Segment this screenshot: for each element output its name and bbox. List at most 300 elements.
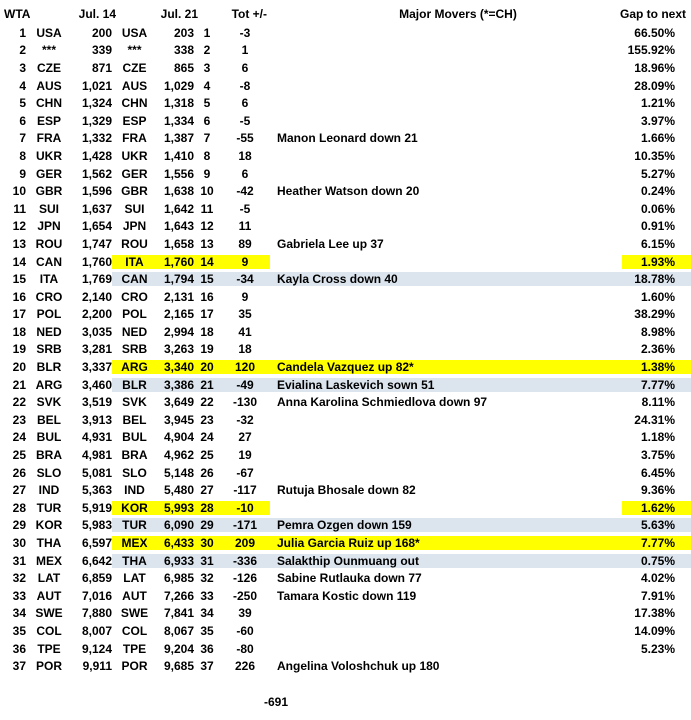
rank-jul14: 19 <box>12 342 26 357</box>
rank-jul21: 16 <box>200 289 214 304</box>
country-jul21: THA <box>112 554 157 568</box>
gap-to-next: 18.78% <box>622 272 691 286</box>
country-jul21: AUT <box>122 588 147 603</box>
country-jul14: LAT <box>37 571 61 586</box>
country-jul21: MEX <box>112 536 157 550</box>
country-jul14: ROU <box>35 236 63 251</box>
rank-jul14: 4 <box>19 78 26 93</box>
gap-to-next: 3.97% <box>640 113 675 128</box>
table-row <box>0 605 691 623</box>
tot-change: -336 <box>220 554 270 568</box>
rank-jul21: 22 <box>200 395 214 410</box>
col-header-tot-change: Tot +/- <box>231 7 267 21</box>
points-jul21: 5,993 <box>157 501 194 515</box>
rank-jul14: 10 <box>12 184 26 199</box>
points-jul21: 1,643 <box>163 219 194 234</box>
rank-jul14: 35 <box>12 623 26 638</box>
gap-to-next: 5.27% <box>640 166 675 181</box>
points-jul14: 3,913 <box>81 412 112 427</box>
rank-jul14: 29 <box>12 518 26 533</box>
col-header-wta: WTA <box>4 7 31 21</box>
points-jul21: 8,067 <box>163 623 194 638</box>
points-jul14: 1,747 <box>81 236 112 251</box>
rank-jul14: 13 <box>12 236 26 251</box>
points-jul21: 338 <box>173 43 194 58</box>
country-jul21: SWE <box>120 606 149 621</box>
rank-jul21: 15 <box>194 272 220 286</box>
country-jul21: SRB <box>121 342 148 357</box>
country-jul21: ROU <box>121 236 148 251</box>
gap-to-next: 7.77% <box>622 536 691 550</box>
rank-jul21: 32 <box>200 571 214 586</box>
gap-to-next: 3.75% <box>640 448 675 463</box>
major-mover: Heather Watson down 20 <box>277 184 420 199</box>
points-jul14: 6,642 <box>81 553 112 568</box>
rank-jul14: 37 <box>12 659 26 674</box>
country-jul21: POL <box>122 307 147 322</box>
gap-to-next: 1.66% <box>640 131 675 146</box>
rank-jul21: 24 <box>200 430 214 445</box>
major-mover: Sabine Rutlauka down 77 <box>277 571 422 586</box>
points-jul21: 203 <box>173 25 194 40</box>
rank-jul14: 30 <box>12 536 26 551</box>
table-row <box>0 657 691 675</box>
rank-jul14: 9 <box>19 166 26 181</box>
major-mover: Anna Karolina Schmiedlova down 97 <box>277 395 488 410</box>
rank-jul21: 19 <box>200 342 214 357</box>
rank-jul21: 37 <box>200 659 214 674</box>
points-jul14: 1,324 <box>81 96 112 111</box>
table-row <box>0 306 691 324</box>
tot-change: 6 <box>241 96 249 111</box>
tot-change: -34 <box>220 272 270 286</box>
col-header-jul14: Jul. 14 <box>78 7 116 21</box>
rank-jul14: 31 <box>12 553 26 568</box>
points-jul21: 6,933 <box>157 554 194 568</box>
major-mover: Pemra Ozgen down 159 <box>270 518 622 532</box>
tot-change: 9 <box>220 255 270 269</box>
country-jul21: JPN <box>122 219 147 234</box>
rank-jul14: 33 <box>12 588 26 603</box>
points-jul21: 1,410 <box>163 148 194 163</box>
country-jul21: BLR <box>112 378 157 392</box>
country-jul14: BEL <box>37 412 61 427</box>
country-jul21: BUL <box>122 430 147 445</box>
tot-change: -171 <box>220 518 270 532</box>
country-jul14: AUS <box>36 78 62 93</box>
gap-to-next: 5.63% <box>622 518 691 532</box>
table-row <box>0 622 691 640</box>
country-jul14: GBR <box>35 184 63 199</box>
country-jul14: BUL <box>36 430 62 445</box>
rank-jul21: 5 <box>203 96 211 111</box>
table-row <box>0 552 691 570</box>
rank-jul14: 11 <box>13 201 26 216</box>
country-jul21: CRO <box>121 289 148 304</box>
tot-change: 89 <box>238 236 252 251</box>
rank-jul14: 1 <box>19 25 26 40</box>
rank-jul21: 1 <box>203 25 211 40</box>
rank-jul21: 6 <box>203 113 211 128</box>
table-row <box>0 640 691 658</box>
gap-to-next: 66.50% <box>634 25 675 40</box>
rank-jul21: 23 <box>200 412 214 427</box>
major-mover: Candela Vazquez up 82* <box>270 360 622 374</box>
rank-jul14: 14 <box>12 254 26 269</box>
tot-change: 18 <box>238 342 252 357</box>
points-jul14: 3,281 <box>81 342 112 357</box>
rank-jul21: 8 <box>203 148 211 163</box>
points-jul14: 2,140 <box>81 289 112 304</box>
country-jul14: POL <box>36 307 62 322</box>
points-jul14: 5,081 <box>81 465 112 480</box>
points-jul21: 6,433 <box>157 536 194 550</box>
tot-change: 6 <box>241 60 249 75</box>
gap-to-next: 0.91% <box>640 219 675 234</box>
points-jul21: 6,090 <box>157 518 194 532</box>
tot-change: 18 <box>238 148 252 163</box>
rank-jul21: 33 <box>200 588 214 603</box>
tot-change: -126 <box>232 571 258 586</box>
country-jul14: CZE <box>37 60 61 75</box>
gap-to-next: 0.06% <box>640 201 675 216</box>
points-jul14: 4,931 <box>81 430 112 445</box>
points-jul14: 3,337 <box>81 360 112 375</box>
gap-to-next: 6.45% <box>640 465 675 480</box>
points-jul21: 1,556 <box>163 166 194 181</box>
country-jul21: COL <box>121 623 148 638</box>
tot-change: -49 <box>220 378 270 392</box>
table-row <box>0 165 691 183</box>
points-jul21: 3,263 <box>163 342 194 357</box>
country-jul21: NED <box>121 324 148 339</box>
points-jul21: 2,994 <box>163 324 194 339</box>
points-jul21: 7,266 <box>163 588 194 603</box>
major-mover: Evialina Laskevich sown 51 <box>270 378 622 392</box>
country-jul21: GBR <box>121 184 148 199</box>
country-jul14: IND <box>38 483 60 498</box>
points-jul14: 5,983 <box>81 518 112 533</box>
tot-change: 11 <box>238 219 252 234</box>
points-jul14: 1,562 <box>81 166 112 181</box>
tot-change: 209 <box>220 536 270 550</box>
country-jul21: USA <box>121 25 148 40</box>
major-mover: Julia Garcia Ruiz up 168* <box>270 536 622 550</box>
tot-change: 1 <box>241 43 249 58</box>
points-jul21: 1,794 <box>157 272 194 286</box>
table-row <box>0 341 691 359</box>
rank-jul14: 34 <box>12 606 26 621</box>
rank-jul14: 6 <box>19 113 26 128</box>
country-jul14: ARG <box>35 377 63 392</box>
major-mover: Salakthip Ounmuang out <box>270 554 622 568</box>
points-jul21: 2,165 <box>163 307 194 322</box>
points-jul21: 9,204 <box>163 641 194 656</box>
rank-jul21: 35 <box>200 623 214 638</box>
country-jul14: NED <box>36 324 62 339</box>
rank-jul21: 20 <box>194 360 220 374</box>
tot-change: -42 <box>236 184 254 199</box>
points-jul21: 3,945 <box>163 412 194 427</box>
points-jul14: 3,519 <box>81 395 112 410</box>
country-jul14: TUR <box>36 500 62 515</box>
country-jul21: KOR <box>112 501 157 515</box>
points-jul14: 1,596 <box>81 184 112 199</box>
points-jul14: 1,654 <box>81 219 112 234</box>
rank-jul21: 36 <box>200 641 214 656</box>
table-row <box>0 358 691 376</box>
rank-jul21: 31 <box>194 554 220 568</box>
country-jul14: BRA <box>36 448 62 463</box>
table-row <box>0 77 691 95</box>
col-header-major-movers: Major Movers (*=CH) <box>399 7 517 21</box>
table-row <box>0 59 691 77</box>
rank-jul21: 10 <box>200 184 214 199</box>
country-jul14: CRO <box>35 289 63 304</box>
rank-jul21: 26 <box>200 465 214 480</box>
table-row <box>0 147 691 165</box>
country-jul21: GER <box>121 166 148 181</box>
tot-change: -67 <box>236 465 254 480</box>
table-row <box>0 182 691 200</box>
header-row <box>0 0 691 24</box>
gap-to-next: 38.29% <box>634 307 675 322</box>
rank-jul21: 9 <box>203 166 211 181</box>
rank-jul14: 2 <box>19 43 26 58</box>
gap-to-next: 155.92% <box>627 43 675 58</box>
table-row <box>0 499 691 517</box>
points-jul14: 6,597 <box>81 536 112 551</box>
rank-jul14: 5 <box>19 96 26 111</box>
gap-to-next: 1.93% <box>622 255 691 269</box>
table-row <box>0 112 691 130</box>
country-jul21: POR <box>121 659 148 674</box>
rank-jul21: 28 <box>194 501 220 515</box>
points-jul14: 8,007 <box>81 623 112 638</box>
rank-jul21: 30 <box>194 536 220 550</box>
points-jul14: 1,332 <box>81 131 112 146</box>
rank-jul14: 15 <box>12 272 26 287</box>
rows-container <box>0 24 691 675</box>
points-jul14: 4,981 <box>81 448 112 463</box>
tot-change: 19 <box>238 448 252 463</box>
gap-to-next: 18.96% <box>634 60 675 75</box>
tot-change: 226 <box>234 659 256 674</box>
tot-change: -32 <box>236 412 254 427</box>
gap-to-next: 1.21% <box>640 96 675 111</box>
rank-jul21: 27 <box>200 483 214 498</box>
country-jul21: ARG <box>112 360 157 374</box>
tot-change: 39 <box>238 606 252 621</box>
rank-jul14: 18 <box>12 324 26 339</box>
points-jul14: 5,363 <box>81 483 112 498</box>
country-jul14: GER <box>35 166 62 181</box>
gap-to-next: 4.02% <box>640 571 675 586</box>
rank-jul21: 3 <box>203 60 211 75</box>
points-jul14: 9,911 <box>82 659 112 674</box>
rank-jul21: 4 <box>203 78 211 93</box>
points-jul21: 7,841 <box>163 606 194 621</box>
table-row <box>0 288 691 306</box>
points-jul14: 2,200 <box>81 307 112 322</box>
table-row <box>0 200 691 218</box>
points-jul21: 1,760 <box>157 255 194 269</box>
country-jul21: LAT <box>123 571 146 586</box>
rank-jul14: 28 <box>12 500 26 515</box>
gap-to-next: 1.60% <box>640 289 675 304</box>
rank-jul14: 25 <box>12 448 26 463</box>
tot-change: 35 <box>238 307 252 322</box>
points-jul21: 4,904 <box>163 430 194 445</box>
tot-change: -130 <box>232 395 258 410</box>
tot-change: -117 <box>233 483 257 498</box>
points-jul21: 2,131 <box>163 289 194 304</box>
major-mover: Angelina Voloshchuk up 180 <box>277 659 440 674</box>
country-jul21: SUI <box>124 201 145 216</box>
rank-jul21: 13 <box>200 236 214 251</box>
country-jul14: UKR <box>36 148 62 163</box>
table-row <box>0 429 691 447</box>
country-jul14: CAN <box>36 254 62 269</box>
points-jul14: 339 <box>91 43 112 58</box>
rank-jul14: 3 <box>19 60 26 75</box>
table-row <box>0 534 691 552</box>
major-mover: Manon Leonard down 21 <box>277 131 418 146</box>
table-row <box>0 517 691 535</box>
country-jul21: ESP <box>122 113 147 128</box>
country-jul14: JPN <box>37 219 61 234</box>
points-jul14: 1,021 <box>81 78 112 93</box>
gap-to-next: 0.24% <box>640 184 675 199</box>
table-row <box>0 235 691 253</box>
rank-jul14: 32 <box>12 571 26 586</box>
tot-change: 41 <box>238 324 252 339</box>
country-jul14: SRB <box>36 342 62 357</box>
table-row <box>0 569 691 587</box>
table-row <box>0 24 691 42</box>
table-row <box>0 464 691 482</box>
country-jul14: CHN <box>36 96 62 111</box>
points-jul14: 5,919 <box>81 500 112 515</box>
table-row <box>0 253 691 271</box>
table-row <box>0 376 691 394</box>
country-jul14: SLO <box>36 465 62 480</box>
gap-to-next: 7.77% <box>622 378 691 392</box>
rank-jul21: 2 <box>203 43 211 58</box>
rank-jul14: 21 <box>12 377 26 392</box>
points-jul21: 1,642 <box>163 201 194 216</box>
table-row <box>0 130 691 148</box>
points-jul21: 1,638 <box>163 184 194 199</box>
points-jul21: 5,148 <box>163 465 194 480</box>
rank-jul14: 36 <box>12 641 26 656</box>
rank-jul21: 18 <box>200 324 214 339</box>
rank-jul21: 11 <box>200 201 214 216</box>
rank-jul14: 17 <box>12 307 26 322</box>
country-jul14: AUT <box>36 588 62 603</box>
tot-change: -5 <box>239 201 251 216</box>
tot-change: -250 <box>232 588 258 603</box>
country-jul14: COL <box>36 623 62 638</box>
table-row <box>0 270 691 288</box>
points-jul14: 6,859 <box>81 571 112 586</box>
country-jul14: USA <box>36 25 62 40</box>
country-jul14: SUI <box>38 201 59 216</box>
table-row <box>0 393 691 411</box>
points-jul21: 865 <box>173 60 194 75</box>
rank-jul14: 16 <box>12 289 26 304</box>
table-row <box>0 446 691 464</box>
country-jul14: MEX <box>35 553 62 568</box>
rank-jul14: 7 <box>19 131 26 146</box>
country-jul21: FRA <box>122 131 147 146</box>
rank-jul21: 25 <box>200 448 214 463</box>
tot-change: -10 <box>220 501 270 515</box>
tot-change: 27 <box>238 430 252 445</box>
country-jul21: CHN <box>121 96 148 111</box>
country-jul14: SWE <box>35 606 63 621</box>
tot-change: -8 <box>239 78 251 93</box>
rank-jul14: 8 <box>19 148 26 163</box>
points-jul21: 1,387 <box>163 131 194 146</box>
country-jul21: *** <box>127 43 142 58</box>
points-jul14: 1,329 <box>81 113 112 128</box>
gap-to-next: 28.09% <box>634 78 675 93</box>
rank-jul21: 14 <box>194 255 220 269</box>
col-header-gap-to-next: Gap to next <box>619 7 686 21</box>
tot-change: -55 <box>236 131 254 146</box>
rank-jul14: 22 <box>12 395 26 410</box>
tot-change: -3 <box>239 25 251 40</box>
country-jul14: KOR <box>35 518 63 533</box>
points-jul21: 3,386 <box>157 378 194 392</box>
country-jul21: TUR <box>112 518 157 532</box>
country-jul14: THA <box>36 536 62 551</box>
major-mover: Gabriela Lee up 37 <box>277 236 384 251</box>
gap-to-next: 17.38% <box>634 606 675 621</box>
gap-to-next: 6.15% <box>640 236 675 251</box>
rank-jul21: 17 <box>200 307 214 322</box>
country-jul14: *** <box>41 43 56 58</box>
tot-change: 9 <box>241 289 249 304</box>
country-jul14: BLR <box>36 360 62 375</box>
country-jul21: SVK <box>122 395 147 410</box>
table-row <box>0 587 691 605</box>
rank-jul21: 34 <box>200 606 214 621</box>
country-jul14: SVK <box>36 395 62 410</box>
gap-to-next: 10.35% <box>634 148 675 163</box>
rank-jul21: 12 <box>200 219 214 234</box>
rank-jul14: 27 <box>12 483 26 498</box>
points-jul14: 7,880 <box>81 606 112 621</box>
points-jul14: 9,124 <box>81 641 112 656</box>
rank-jul14: 12 <box>12 219 26 234</box>
country-jul21: CZE <box>122 60 147 75</box>
major-mover: Rutuja Bhosale down 82 <box>277 483 416 498</box>
table-row <box>0 323 691 341</box>
table-row <box>0 42 691 60</box>
country-jul14: ITA <box>39 272 59 287</box>
gap-to-next: 14.09% <box>634 623 675 638</box>
rank-jul21: 29 <box>194 518 220 532</box>
points-jul21: 4,962 <box>163 448 194 463</box>
gap-to-next: 1.62% <box>622 501 691 515</box>
gap-to-next: 7.91% <box>640 588 675 603</box>
points-jul14: 3,460 <box>81 377 112 392</box>
tot-change: -5 <box>239 113 251 128</box>
gap-to-next: 5.23% <box>640 641 675 656</box>
table-row <box>0 481 691 499</box>
